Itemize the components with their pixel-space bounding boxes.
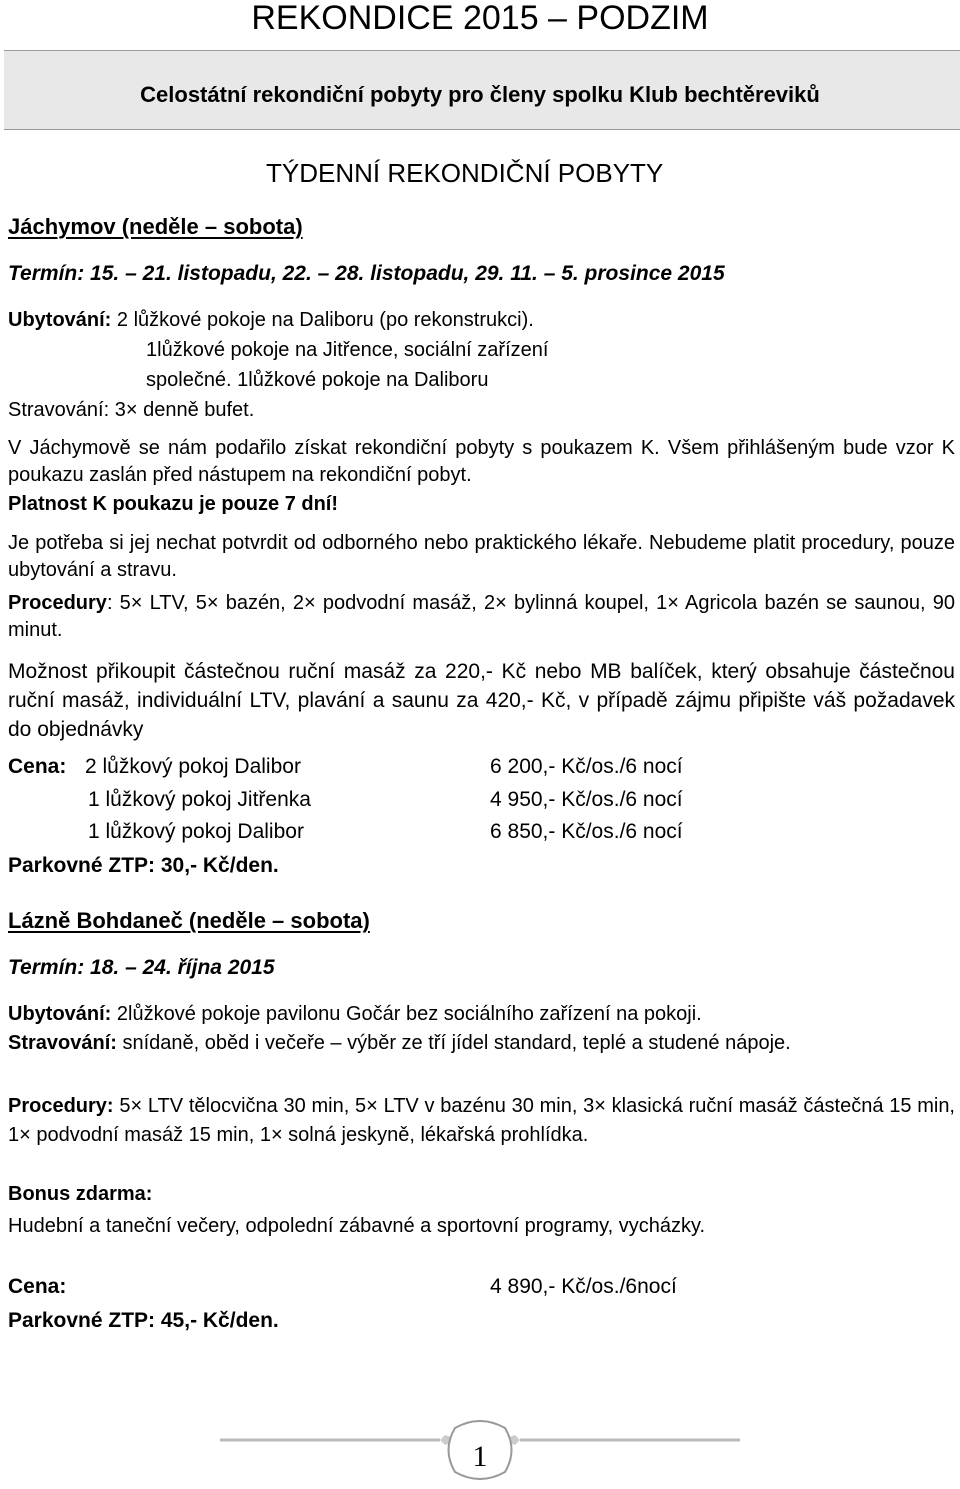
bohdanec-accommodation-label: Ubytování: — [8, 1003, 112, 1025]
price-room-3: 1 lůžkový pokoj Dalibor — [88, 820, 304, 843]
bohdanec-procedures-label: Procedury: — [8, 1095, 114, 1117]
jachymov-parking: Parkovné ZTP: 30,- Kč/den. — [8, 854, 279, 877]
bohdanec-bonus-text: Hudební a taneční večery, odpolední zábavné a sportovní programy, vycházky. — [8, 1215, 706, 1237]
jachymov-voucher-text: V Jáchymově se nám podařilo získat rekondiční pobyty s poukazem K. Všem přihlášeným bude vzor K poukazu zaslán před nástupem na rekondiční pobyt. — [8, 437, 955, 486]
bohdanec-term: Termín: 18. – 24. října 2015 — [8, 956, 275, 979]
jachymov-boarding: Stravování: 3× denně bufet. — [8, 399, 255, 421]
bohdanec-procedures-text: 5× LTV tělocvična 30 min, 5× LTV v bazénu 30 min, 3× klasická ruční masáž částečná 15 min, 1× podvodní masáž 15 min, 1× solná jeskyně, lékařská prohlídka. — [8, 1095, 955, 1146]
jachymov-confirm-text: Je potřeba si jej nechat potvrdit od odborného nebo praktického lékaře. Nebudeme platit procedury, pouze ubytování a stravu. — [8, 532, 955, 581]
page-number-ornament — [0, 1420, 960, 1489]
jachymov-validity: Platnost K poukazu je pouze 7 dní! — [8, 493, 339, 515]
jachymov-procedures — [8, 590, 955, 644]
procedures-text: : 5× LTV, 5× bazén, 2× podvodní masáž, 2× bylinná koupel, 1× Agricola bazén se saunou, 90 minut. — [8, 592, 955, 641]
jachymov-accommodation-2: 1lůžkové pokoje na Jitřence, sociální zařízení — [146, 339, 549, 361]
subtitle: Celostátní rekondiční pobyty pro členy spolku Klub bechtěreviků — [140, 82, 820, 107]
price-value-3: 6 850,- Kč/os./6 nocí — [490, 820, 683, 843]
jachymov-accommodation-1 — [8, 306, 534, 334]
bohdanec-boarding-text: snídaně, oběd i večeře – výběr ze tří jídel standard, teplé a studené nápoje. — [116, 1032, 791, 1054]
jachymov-accommodation-3: společné. 1lůžkové pokoje na Daliboru — [146, 369, 489, 391]
bohdanec-price-value: 4 890,- Kč/os./6nocí — [490, 1275, 677, 1298]
bohdanec-boarding-label: Stravování: — [8, 1032, 117, 1054]
jachymov-term: Termín: 15. – 21. listopadu, 22. – 28. listopadu, 29. 11. – 5. prosince 2015 — [8, 262, 725, 285]
bohdanec-accommodation-text: 2lůžkové pokoje pavilonu Gočár bez sociálního zařízení na pokoji. — [111, 1003, 702, 1025]
jachymov-heading: Jáchymov (neděle – sobota) — [8, 214, 303, 239]
accommodation-text-1: 2 lůžkové pokoje na Daliboru (po rekonstrukci). — [116, 309, 534, 331]
price-value-2: 4 950,- Kč/os./6 nocí — [490, 788, 683, 811]
bohdanec-boarding — [8, 1028, 955, 1059]
bohdanec-heading: Lázně Bohdaneč (neděle – sobota) — [8, 908, 370, 933]
bohdanec-price-label: Cena: — [8, 1275, 67, 1298]
price-room-1: 2 lůžkový pokoj Dalibor — [85, 755, 301, 778]
bohdanec-parking: Parkovné ZTP: 45,- Kč/den. — [8, 1309, 279, 1332]
price-room-2: 1 lůžkový pokoj Jitřenka — [88, 788, 311, 811]
bohdanec-procedures — [8, 1092, 955, 1150]
section-title: TÝDENNÍ REKONDIČNÍ POBYTY — [266, 158, 664, 188]
jachymov-option-text: Možnost přikoupit částečnou ruční masáž za 220,- Kč nebo MB balíček, který obsahuje částečnou ruční masáž, individuální LTV, plavání a saunu za 420,- Kč, v případě zájmu připište váš požadavek do objednávky — [8, 660, 955, 741]
page-title: REKONDICE 2015 – PODZIM — [251, 0, 709, 37]
bohdanec-accommodation — [8, 1000, 702, 1028]
page-number: 1 — [472, 1440, 488, 1473]
accommodation-label: Ubytování: — [8, 309, 112, 331]
bohdanec-bonus-label: Bonus zdarma: — [8, 1183, 153, 1205]
procedures-label: Procedury — [8, 592, 107, 614]
jachymov-price-label: Cena: — [8, 755, 67, 778]
price-value-1: 6 200,- Kč/os./6 nocí — [490, 755, 683, 778]
